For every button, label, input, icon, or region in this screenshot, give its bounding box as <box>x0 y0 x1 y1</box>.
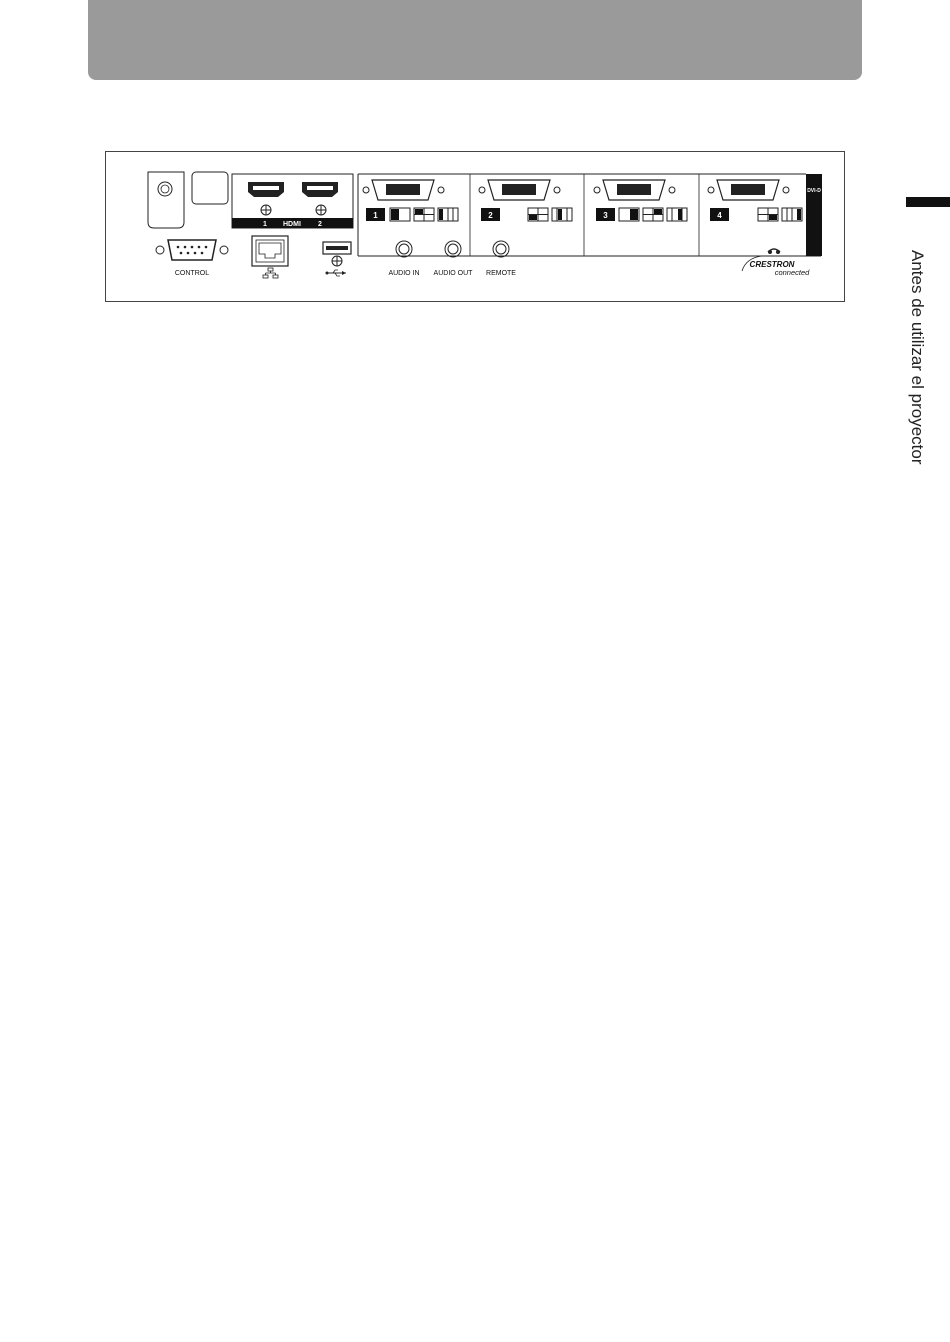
rear-panel-diagram <box>106 152 846 303</box>
layout-icon <box>619 208 687 221</box>
crestron-brand-text: CRESTRON <box>749 260 795 269</box>
audio-jack-icon <box>445 241 461 257</box>
usb-icon <box>326 270 347 276</box>
hdmi-port-2-label: 2 <box>318 221 322 228</box>
chapter-tab-marker <box>906 197 950 207</box>
hdmi-label: HDMI <box>283 221 301 228</box>
projector-rear-panel <box>105 151 845 302</box>
layout-icon <box>758 208 802 221</box>
dvi-port-icon <box>708 180 789 200</box>
lan-port-icon <box>252 236 288 266</box>
chapter-side-label <box>903 250 927 465</box>
dvi-d-label: DVI-D <box>807 188 821 194</box>
dvi-port-icon <box>479 180 560 200</box>
audio-in-label: AUDIO IN <box>388 270 420 277</box>
layout-icon <box>390 208 458 221</box>
crestron-logo <box>742 249 810 277</box>
hdmi-port-icon <box>302 182 338 215</box>
power-socket-icon <box>148 172 184 228</box>
dvi-channel-3-label: 3 <box>603 211 608 220</box>
usb-port-icon <box>323 242 351 266</box>
lan-icon <box>263 268 278 278</box>
page-header-bar <box>88 0 862 80</box>
audio-jack-icon <box>493 241 509 257</box>
audio-jack-icon <box>396 241 412 257</box>
dvi-channel-1-label: 1 <box>373 211 378 220</box>
remote-label: REMOTE <box>486 270 516 277</box>
audio-out-label: AUDIO OUT <box>433 270 473 277</box>
power-switch-icon <box>192 172 228 204</box>
dvi-channel-2-label: 2 <box>488 211 493 220</box>
dvi-channel-4-label: 4 <box>717 211 722 220</box>
dvi-port-icon <box>363 180 444 200</box>
chapter-side-text: Antes de utilizar el proyector <box>908 250 927 465</box>
dvi-port-icon <box>594 180 675 200</box>
hdmi-port-1-label: 1 <box>263 221 267 228</box>
crestron-sub-text: connected <box>774 268 810 277</box>
layout-icon <box>528 208 572 221</box>
control-label: CONTROL <box>174 270 210 277</box>
hdmi-port-icon <box>248 182 284 215</box>
hdmi-block <box>232 174 353 228</box>
